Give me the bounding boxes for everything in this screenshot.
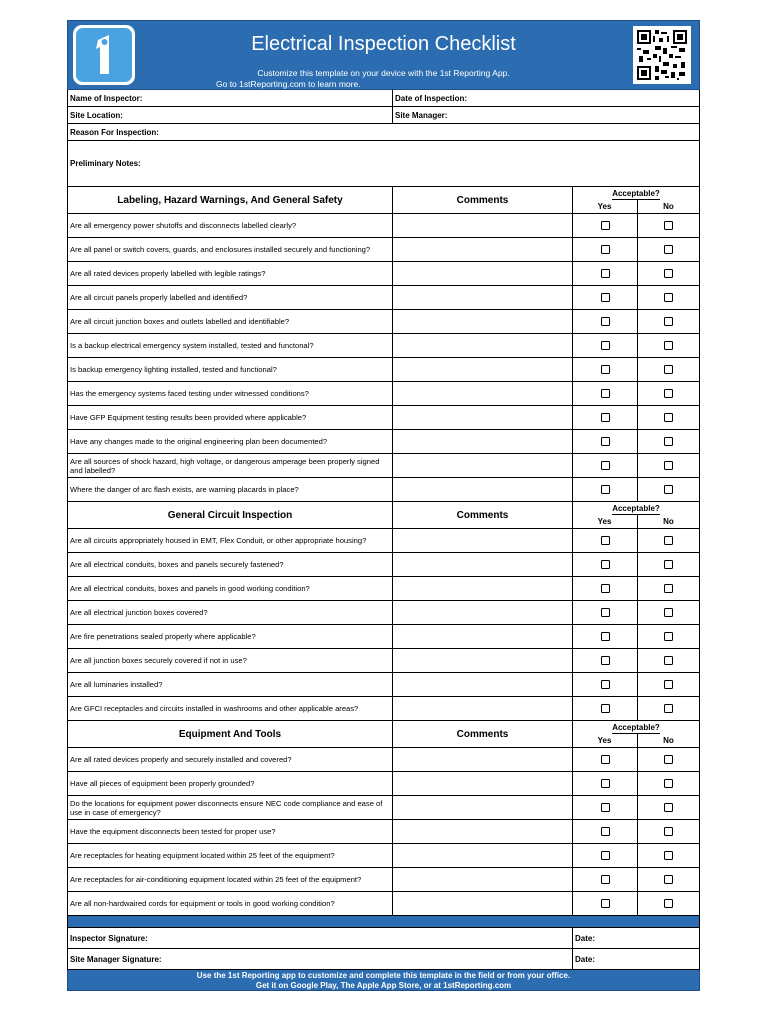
manager-signature-field[interactable] — [68, 949, 572, 969]
inspection-date-label: Date of Inspection: — [395, 93, 468, 103]
yes-checkbox[interactable] — [601, 341, 610, 350]
no-checkbox[interactable] — [664, 899, 673, 908]
acceptable-column-header — [572, 187, 699, 213]
section-header — [67, 721, 700, 748]
info-row-site — [67, 107, 700, 124]
no-cell — [637, 358, 699, 381]
yes-cell — [572, 649, 637, 672]
checklist-row — [67, 214, 700, 238]
no-cell — [637, 430, 699, 453]
yes-checkbox[interactable] — [601, 656, 610, 665]
no-checkbox[interactable] — [664, 221, 673, 230]
checklist-row — [67, 601, 700, 625]
no-checkbox[interactable] — [664, 803, 673, 812]
no-cell — [637, 286, 699, 309]
no-checkbox[interactable] — [664, 704, 673, 713]
checklist-question: Are all rated devices properly and securely installed and covered? — [70, 755, 292, 764]
no-cell — [637, 238, 699, 261]
site-location-field[interactable] — [68, 107, 392, 123]
checklist-question: Are all circuit panels properly labelled and identified? — [70, 293, 248, 302]
comments-field[interactable] — [392, 529, 572, 552]
no-cell — [637, 796, 699, 819]
no-cell — [637, 868, 699, 891]
no-checkbox[interactable] — [664, 680, 673, 689]
checklist-question: Are all panel or switch covers, guards, and enclosures installed securely and functioning? — [70, 245, 371, 254]
no-cell — [637, 262, 699, 285]
yes-cell — [572, 238, 637, 261]
yes-cell — [572, 430, 637, 453]
comments-field[interactable] — [392, 238, 572, 261]
checklist-question: Are all circuits appropriately housed in EMT, Flex Conduit, or other appropriate housing? — [70, 536, 367, 545]
no-checkbox[interactable] — [664, 851, 673, 860]
yes-cell — [572, 673, 637, 696]
yes-cell — [572, 772, 637, 795]
checklist-question: Do the locations for equipment power disconnects ensure NEC code compliance and ease of use in case of emergency? — [70, 798, 383, 817]
no-checkbox[interactable] — [664, 341, 673, 350]
comments-field[interactable] — [392, 748, 572, 771]
checklist-question: Is backup emergency lighting installed, tested and functional? — [70, 365, 277, 374]
yes-cell — [572, 382, 637, 405]
checklist-question: Are all electrical conduits, boxes and panels in good working condition? — [70, 584, 310, 593]
section-header — [67, 187, 700, 214]
no-checkbox[interactable] — [664, 245, 673, 254]
no-cell — [637, 553, 699, 576]
checklist-row — [67, 820, 700, 844]
checklist-question: Have the equipment disconnects been tested for proper use? — [70, 827, 276, 836]
yes-column-header: Yes — [573, 734, 638, 747]
comments-field[interactable] — [392, 844, 572, 867]
checklist-question: Are all sources of shock hazard, high voltage, or dangerous amperage been properly signed and labelled? — [70, 456, 380, 475]
yes-checkbox[interactable] — [601, 536, 610, 545]
checklist-row — [67, 262, 700, 286]
checklist-row — [67, 382, 700, 406]
comments-field[interactable] — [392, 454, 572, 477]
yes-cell — [572, 334, 637, 357]
checklist-row — [67, 358, 700, 382]
comments-field[interactable] — [392, 868, 572, 891]
yes-checkbox[interactable] — [601, 608, 610, 617]
acceptable-label: Acceptable? — [612, 187, 660, 200]
yes-checkbox[interactable] — [601, 221, 610, 230]
checklist-question: Are all rated devices properly labelled with legible ratings? — [70, 269, 266, 278]
checklist-row — [67, 478, 700, 502]
no-column-header: No — [663, 202, 674, 211]
checklist-question: Have GFP Equipment testing results been provided where applicable? — [70, 413, 307, 422]
checklist-question: Are receptacles for air-conditioning equipment located within 25 feet of the equipment? — [70, 875, 362, 884]
yes-checkbox[interactable] — [601, 437, 610, 446]
no-checkbox[interactable] — [664, 461, 673, 470]
comments-field[interactable] — [392, 478, 572, 501]
comments-field[interactable] — [392, 697, 572, 720]
yes-cell — [572, 820, 637, 843]
yes-cell — [572, 553, 637, 576]
no-checkbox[interactable] — [664, 293, 673, 302]
checklist-row — [67, 238, 700, 262]
checklist-row — [67, 844, 700, 868]
yes-checkbox[interactable] — [601, 779, 610, 788]
no-cell — [637, 529, 699, 552]
yes-checkbox[interactable] — [601, 704, 610, 713]
no-cell — [637, 844, 699, 867]
info-row-notes — [67, 141, 700, 187]
no-column-header: No — [663, 517, 674, 526]
inspector-signature-field[interactable] — [68, 928, 572, 948]
section-title: General Circuit Inspection — [167, 509, 293, 521]
yes-checkbox[interactable] — [601, 584, 610, 593]
no-checkbox[interactable] — [664, 317, 673, 326]
no-checkbox[interactable] — [664, 365, 673, 374]
yes-cell — [572, 358, 637, 381]
no-cell — [637, 649, 699, 672]
inspector-signature-date-field[interactable] — [572, 928, 699, 948]
yes-checkbox[interactable] — [601, 899, 610, 908]
comments-column-header: Comments — [392, 502, 572, 528]
signature-row-manager — [67, 949, 700, 970]
inspection-date-field[interactable] — [392, 90, 699, 106]
checklist-question: Have all pieces of equipment been properly grounded? — [70, 779, 255, 788]
reason-field[interactable] — [68, 124, 699, 140]
no-checkbox[interactable] — [664, 413, 673, 422]
no-checkbox[interactable] — [664, 608, 673, 617]
yes-checkbox[interactable] — [601, 413, 610, 422]
checklist-question: Where the danger of arc flash exists, are warning placards in place? — [70, 485, 299, 494]
no-checkbox[interactable] — [664, 779, 673, 788]
yes-cell — [572, 529, 637, 552]
yes-cell — [572, 478, 637, 501]
no-cell — [637, 310, 699, 333]
checklist-question: Has the emergency systems faced testing under witnessed conditions? — [70, 389, 309, 398]
comments-field[interactable] — [392, 553, 572, 576]
qr-code-icon — [633, 26, 691, 84]
checklist-question: Have any changes made to the original engineering plan been documented? — [70, 437, 328, 446]
yes-checkbox[interactable] — [601, 755, 610, 764]
no-cell — [637, 892, 699, 915]
signature-row-inspector — [67, 928, 700, 949]
checklist-question: Are receptacles for heating equipment located within 25 feet of the equipment? — [70, 851, 335, 860]
comments-field[interactable] — [392, 892, 572, 915]
no-cell — [637, 406, 699, 429]
section-title: Equipment And Tools — [178, 728, 282, 740]
footer-banner — [67, 970, 700, 991]
yes-cell — [572, 868, 637, 891]
checklist-question: Are GFCI receptacles and circuits installed in washrooms and other applicable areas? — [70, 704, 359, 713]
no-checkbox[interactable] — [664, 827, 673, 836]
yes-checkbox[interactable] — [601, 875, 610, 884]
no-checkbox[interactable] — [664, 632, 673, 641]
yes-cell — [572, 601, 637, 624]
inspector-signature-date-label: Date: — [575, 933, 596, 943]
no-cell — [637, 748, 699, 771]
checklist-row — [67, 286, 700, 310]
comments-field[interactable] — [392, 406, 572, 429]
no-checkbox[interactable] — [664, 560, 673, 569]
checklist-row — [67, 529, 700, 553]
no-checkbox[interactable] — [664, 584, 673, 593]
checklist-row — [67, 697, 700, 721]
checklist-question: Are all junction boxes securely covered if not in use? — [70, 656, 247, 665]
no-checkbox[interactable] — [664, 875, 673, 884]
yes-checkbox[interactable] — [601, 485, 610, 494]
yes-checkbox[interactable] — [601, 461, 610, 470]
comments-field[interactable] — [392, 286, 572, 309]
no-checkbox[interactable] — [664, 389, 673, 398]
comments-field[interactable] — [392, 625, 572, 648]
header-subtitle: Customize this template on your device with the 1st Reporting App. — [257, 68, 510, 78]
yes-checkbox[interactable] — [601, 560, 610, 569]
no-cell — [637, 697, 699, 720]
section-divider-bar — [67, 916, 700, 928]
checklist-row — [67, 406, 700, 430]
acceptable-column-header — [572, 721, 699, 747]
no-cell — [637, 673, 699, 696]
no-cell — [637, 772, 699, 795]
checklist-question: Is a backup electrical emergency system installed, tested and functonal? — [70, 341, 314, 350]
checklist-sheet — [67, 20, 700, 991]
checklist-row — [67, 454, 700, 478]
preliminary-notes-label: Preliminary Notes: — [70, 159, 141, 168]
checklist-sections — [67, 187, 700, 916]
comments-field[interactable] — [392, 772, 572, 795]
comments-field[interactable] — [392, 358, 572, 381]
yes-cell — [572, 454, 637, 477]
no-cell — [637, 625, 699, 648]
checklist-question: Are all luminaries installed? — [70, 680, 163, 689]
checklist-row — [67, 772, 700, 796]
checklist-row — [67, 310, 700, 334]
yes-checkbox[interactable] — [601, 269, 610, 278]
comments-field[interactable] — [392, 673, 572, 696]
comments-field[interactable] — [392, 214, 572, 237]
manager-signature-label: Site Manager Signature: — [70, 954, 162, 964]
checklist-question: Are all circuit junction boxes and outlets labelled and identifiable? — [70, 317, 290, 326]
manager-signature-date-label: Date: — [575, 954, 596, 964]
yes-cell — [572, 214, 637, 237]
no-cell — [637, 577, 699, 600]
yes-cell — [572, 892, 637, 915]
section-header — [67, 502, 700, 529]
yes-cell — [572, 748, 637, 771]
no-checkbox[interactable] — [664, 656, 673, 665]
checklist-question: Are all non-hardwaired cords for equipment or tools in good working condition? — [70, 899, 335, 908]
yes-checkbox[interactable] — [601, 293, 610, 302]
yes-checkbox[interactable] — [601, 317, 610, 326]
no-column-header: No — [663, 736, 674, 745]
site-manager-field[interactable] — [392, 107, 699, 123]
checklist-row — [67, 868, 700, 892]
header-learn-more: Go to 1stReporting.com to learn more. — [216, 79, 361, 89]
yes-checkbox[interactable] — [601, 851, 610, 860]
no-cell — [637, 478, 699, 501]
no-checkbox[interactable] — [664, 485, 673, 494]
checklist-row — [67, 649, 700, 673]
acceptable-column-header — [572, 502, 699, 528]
inspector-name-field[interactable] — [68, 90, 392, 106]
yes-column-header: Yes — [573, 515, 638, 528]
no-cell — [637, 382, 699, 405]
comments-field[interactable] — [392, 601, 572, 624]
footer-line-2: Get it on Google Play, The Apple App Store, or at 1stReporting.com — [255, 981, 512, 990]
yes-cell — [572, 310, 637, 333]
checklist-row — [67, 892, 700, 916]
preliminary-notes-field[interactable] — [68, 141, 699, 186]
checklist-question: Are fire penetrations sealed properly where applicable? — [70, 632, 256, 641]
checklist-question: Are all emergency power shutoffs and disconnects labelled clearly? — [70, 221, 297, 230]
comments-field[interactable] — [392, 310, 572, 333]
comments-column-header: Comments — [392, 187, 572, 213]
yes-cell — [572, 577, 637, 600]
yes-cell — [572, 286, 637, 309]
yes-column-header: Yes — [573, 200, 638, 213]
no-cell — [637, 601, 699, 624]
comments-field[interactable] — [392, 820, 572, 843]
comments-field[interactable] — [392, 649, 572, 672]
yes-cell — [572, 406, 637, 429]
reason-label: Reason For Inspection: — [70, 127, 159, 137]
checklist-question: Are all electrical junction boxes covered? — [70, 608, 208, 617]
yes-cell — [572, 844, 637, 867]
no-cell — [637, 214, 699, 237]
yes-checkbox[interactable] — [601, 827, 610, 836]
no-cell — [637, 454, 699, 477]
info-row-reason — [67, 124, 700, 141]
comments-field[interactable] — [392, 796, 572, 819]
checklist-row — [67, 430, 700, 454]
footer-line-1: Use the 1st Reporting app to customize and complete this template in the field or from your office. — [196, 971, 571, 980]
yes-cell — [572, 697, 637, 720]
checklist-row — [67, 748, 700, 772]
acceptable-label: Acceptable? — [612, 502, 660, 515]
no-cell — [637, 334, 699, 357]
header-banner — [67, 20, 700, 90]
yes-checkbox[interactable] — [601, 389, 610, 398]
yes-checkbox[interactable] — [601, 365, 610, 374]
comments-column-header: Comments — [392, 721, 572, 747]
no-checkbox[interactable] — [664, 536, 673, 545]
yes-checkbox[interactable] — [601, 680, 610, 689]
page-title: Electrical Inspection Checklist — [251, 33, 516, 55]
comments-field[interactable] — [392, 262, 572, 285]
yes-cell — [572, 796, 637, 819]
no-checkbox[interactable] — [664, 755, 673, 764]
yes-cell — [572, 625, 637, 648]
acceptable-label: Acceptable? — [612, 721, 660, 734]
site-manager-label: Site Manager: — [395, 110, 448, 120]
manager-signature-date-field[interactable] — [572, 949, 699, 969]
comments-field[interactable] — [392, 334, 572, 357]
yes-checkbox[interactable] — [601, 803, 610, 812]
comments-field[interactable] — [392, 430, 572, 453]
yes-checkbox[interactable] — [601, 245, 610, 254]
inspector-name-label: Name of Inspector: — [70, 93, 143, 103]
no-cell — [637, 820, 699, 843]
checklist-row — [67, 673, 700, 697]
checklist-question: Are all electrical conduits, boxes and panels securely fastened? — [70, 560, 284, 569]
info-row-inspector — [67, 90, 700, 107]
comments-field[interactable] — [392, 382, 572, 405]
yes-cell — [572, 262, 637, 285]
comments-field[interactable] — [392, 577, 572, 600]
inspector-signature-label: Inspector Signature: — [70, 933, 148, 943]
checklist-row — [67, 796, 700, 820]
checklist-row — [67, 334, 700, 358]
no-checkbox[interactable] — [664, 437, 673, 446]
yes-checkbox[interactable] — [601, 632, 610, 641]
checklist-row — [67, 553, 700, 577]
checklist-row — [67, 625, 700, 649]
site-location-label: Site Location: — [70, 110, 123, 120]
no-checkbox[interactable] — [664, 269, 673, 278]
section-title: Labeling, Hazard Warnings, And General Safety — [117, 194, 343, 206]
checklist-row — [67, 577, 700, 601]
